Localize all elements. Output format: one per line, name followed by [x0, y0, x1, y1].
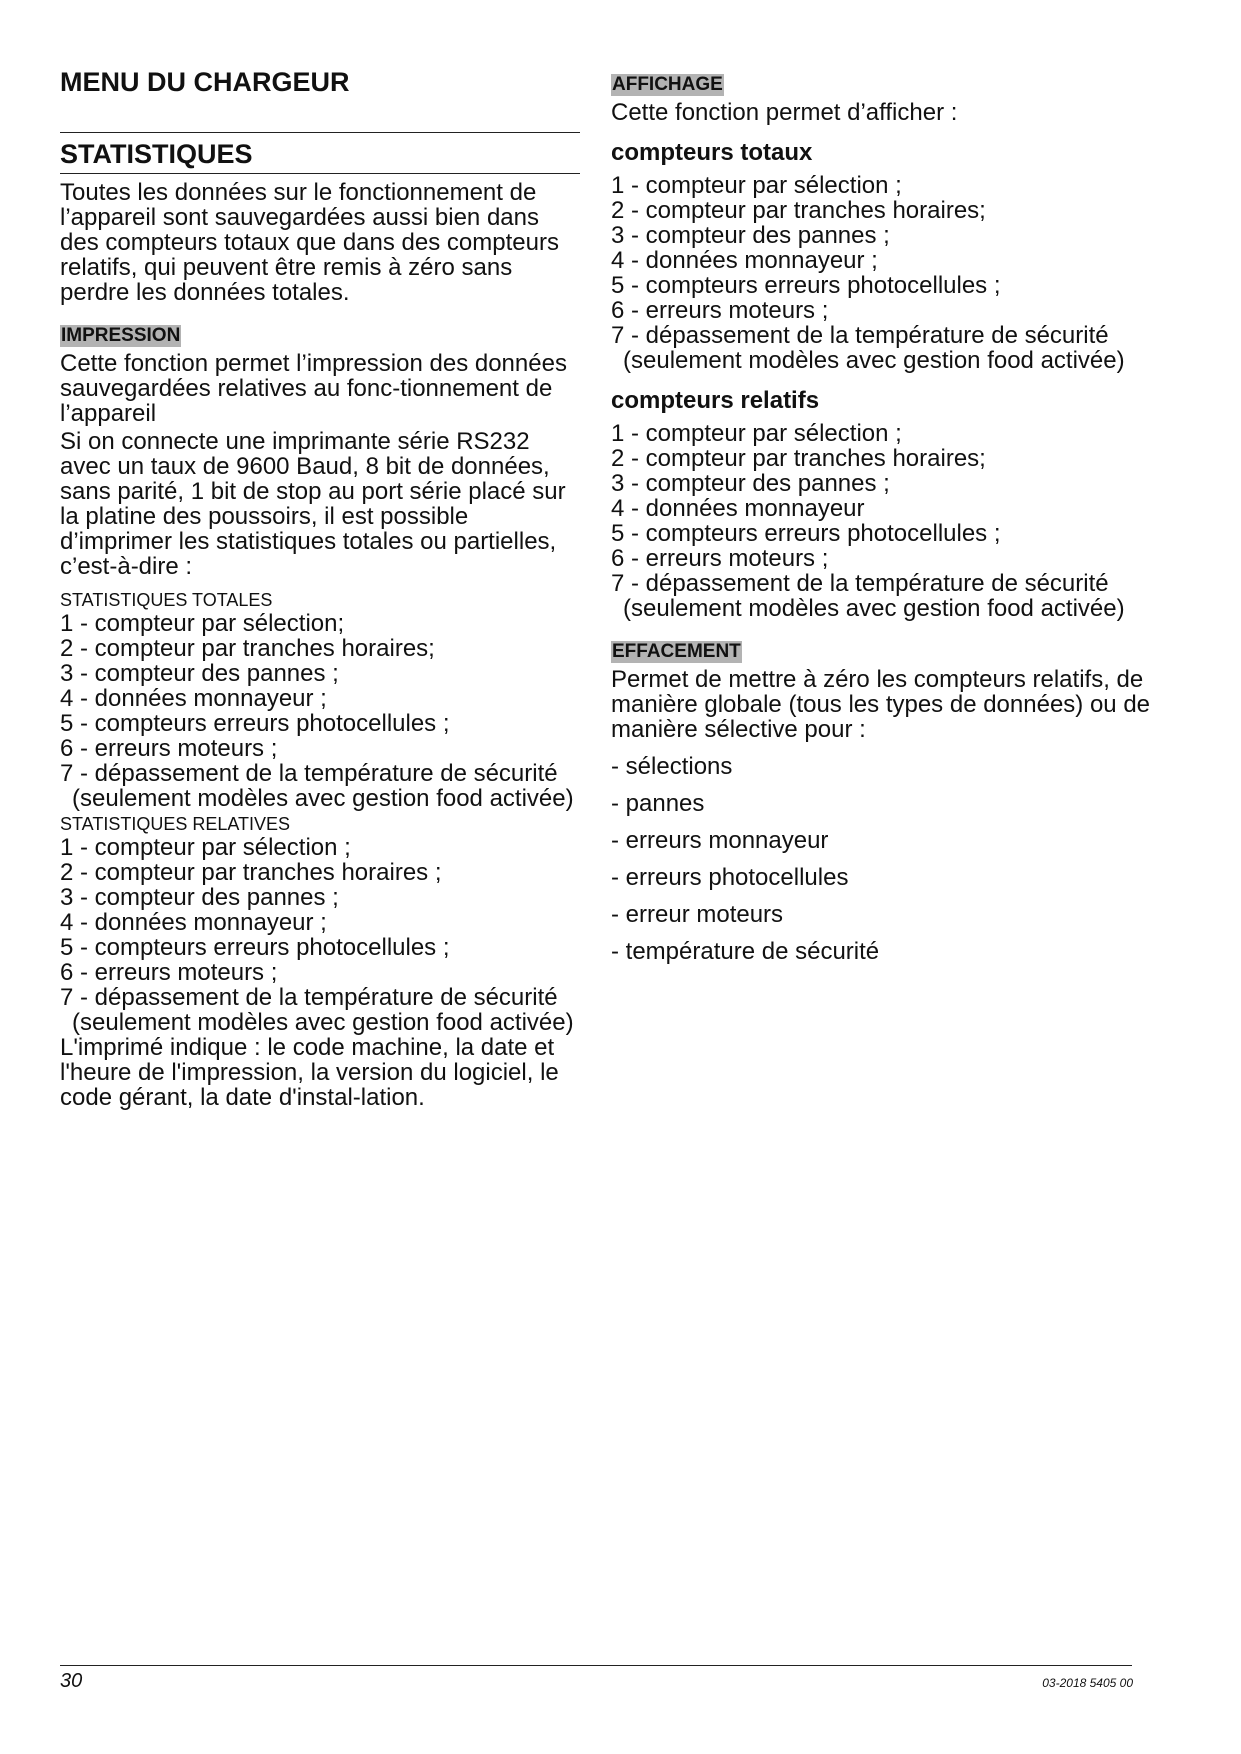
impression-block — [60, 325, 580, 579]
list-item: 5 - compteurs erreurs photocellules ; — [60, 934, 450, 961]
list-item: 1 - compteur par sélection ; — [611, 420, 902, 447]
affichage-tag: AFFICHAGE — [612, 74, 723, 95]
relatives-label: STATISTIQUES RELATIVES — [60, 814, 291, 834]
effacement-list — [611, 748, 1171, 970]
list-item: 6 - erreurs moteurs ; — [611, 297, 829, 324]
page-title: MENU DU CHARGEUR — [60, 67, 350, 97]
impression-paragraph-2: Si on connecte une imprimante série RS232 avec un taux de 9600 Baud, 8 bit de données, sans parité, 1 bit de stop au port série placé sur la platine des poussoirs, il est possible d’imprimer les statistiques totales ou partielles, c’est-à-dire : — [60, 428, 566, 580]
list-item: 6 - erreurs moteurs ; — [60, 959, 278, 986]
section-divider-bottom — [60, 173, 580, 174]
list-item: 1 - compteur par sélection ; — [611, 172, 902, 199]
list-item: 6 - erreurs moteurs ; — [611, 545, 829, 572]
list-item: - sélections — [611, 753, 733, 780]
list-item: 5 - compteurs erreurs photocellules ; — [611, 272, 1001, 299]
list-item: 3 - compteur des pannes ; — [611, 222, 890, 249]
page-number: 30 — [60, 1670, 83, 1692]
section-title: STATISTIQUES — [60, 139, 253, 169]
list-item: 4 - données monnayeur ; — [611, 247, 878, 274]
list-item: - pannes — [611, 790, 705, 817]
closing-paragraph: L'imprimé indique : le code machine, la date et l'heure de l'impression, la version du logiciel, le code gérant, la date d'instal-lation. — [60, 1034, 559, 1111]
list-item: 2 - compteur par tranches horaires; — [611, 445, 986, 472]
relatives-list — [60, 835, 580, 1035]
list-item: 2 - compteur par tranches horaires; — [611, 197, 986, 224]
relatifs-list — [611, 421, 1171, 621]
list-item: 7 - dépassement de la température de sécurité (seulement modèles avec gestion food activée) — [60, 760, 574, 812]
list-item: 7 - dépassement de la température de sécurité (seulement modèles avec gestion food activée) — [611, 322, 1125, 374]
list-item: 5 - compteurs erreurs photocellules ; — [60, 710, 450, 737]
list-item: - erreurs photocellules — [611, 864, 849, 891]
list-item: 5 - compteurs erreurs photocellules ; — [611, 520, 1001, 547]
list-item: 1 - compteur par sélection ; — [60, 834, 351, 861]
right-column — [611, 74, 1171, 970]
list-item: 4 - données monnayeur ; — [60, 909, 327, 936]
effacement-intro: Permet de mettre à zéro les compteurs relatifs, de manière globale (tous les types de données) ou de manière sélective pour : — [611, 666, 1151, 743]
list-item: 6 - erreurs moteurs ; — [60, 735, 278, 762]
intro-paragraph: Toutes les données sur le fonctionnement de l’appareil sont sauvegardées aussi bien dans des compteurs totaux que dans des compteurs relatifs, qui peuvent être remis à zéro sans perdre les données totales. — [60, 179, 559, 306]
impression-tag: IMPRESSION — [61, 325, 181, 346]
list-item: 4 - données monnayeur — [611, 495, 865, 522]
totaux-list — [611, 173, 1171, 373]
footer-divider — [60, 1665, 1132, 1666]
list-item: 3 - compteur des pannes ; — [611, 470, 890, 497]
list-item: 7 - dépassement de la température de sécurité (seulement modèles avec gestion food activée) — [611, 570, 1125, 622]
list-item: 3 - compteur des pannes ; — [60, 884, 339, 911]
list-item: 4 - données monnayeur ; — [60, 685, 327, 712]
effacement-tag: EFFACEMENT — [612, 641, 741, 662]
list-item: - température de sécurité — [611, 938, 880, 965]
totaux-heading: compteurs totaux — [611, 139, 813, 166]
impression-paragraph-1: Cette fonction permet l’impression des données sauvegardées relatives au fonc-tionnement de l’appareil — [60, 350, 567, 427]
list-item: 3 - compteur des pannes ; — [60, 660, 339, 687]
list-item: 2 - compteur par tranches horaires ; — [60, 859, 442, 886]
affichage-intro: Cette fonction permet d’afficher : — [611, 99, 958, 126]
totales-label: STATISTIQUES TOTALES — [60, 590, 273, 610]
effacement-block — [611, 641, 1171, 970]
list-item: - erreurs monnayeur — [611, 827, 829, 854]
list-item: 2 - compteur par tranches horaires; — [60, 635, 435, 662]
list-item: 1 - compteur par sélection; — [60, 610, 345, 637]
list-item: - erreur moteurs — [611, 901, 784, 928]
list-item: 7 - dépassement de la température de sécurité (seulement modèles avec gestion food activée) — [60, 984, 574, 1036]
document-code: 03-2018 5405 00 — [1042, 1676, 1133, 1690]
left-column — [60, 64, 580, 1110]
relatifs-heading: compteurs relatifs — [611, 387, 820, 414]
totales-list — [60, 611, 580, 811]
section-divider-top — [60, 132, 580, 133]
